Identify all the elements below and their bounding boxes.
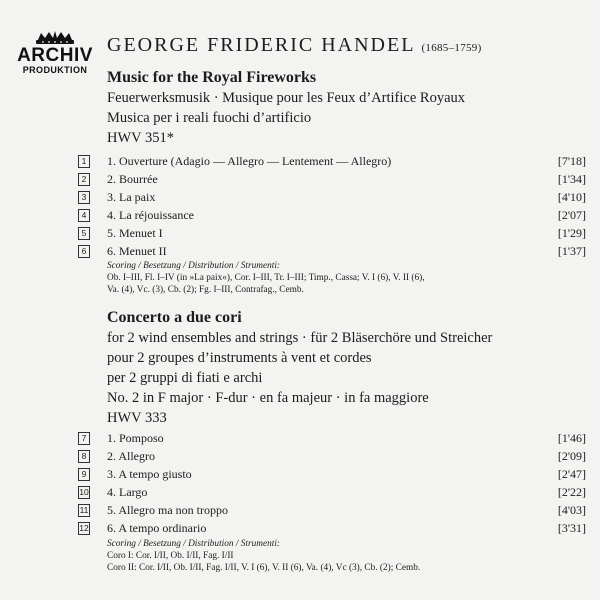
track-duration: [3'31] — [557, 521, 586, 535]
track-title: 3. A tempo giusto — [107, 467, 192, 481]
work1-title: Music for the Royal Fireworks — [107, 69, 317, 86]
composer-name: GEORGE FRIDERIC HANDEL — [107, 34, 416, 56]
track-title: 2. Bourrée — [107, 172, 158, 186]
track-title: 5. Menuet I — [107, 226, 163, 240]
track-row — [78, 501, 586, 519]
track-number-box: 1 — [78, 155, 90, 168]
work1-subtitle: Musica per i reali fuochi d’artificio — [107, 110, 312, 126]
track-duration: [2'22] — [557, 485, 586, 499]
work1-subtitle: Feuerwerksmusik · Musique pour les Feux d’Artifice Royaux — [107, 90, 466, 106]
track-duration: [1'46] — [557, 431, 586, 445]
track-row — [78, 447, 586, 465]
scoring-text: Coro I: Cor. I/II, Ob. I/II, Fag. I/II — [107, 551, 234, 561]
track-title: 2. Allegro — [107, 449, 155, 463]
work2-track-list — [78, 429, 586, 537]
track-duration: [1'37] — [557, 244, 586, 258]
track-number-box: 10 — [79, 487, 89, 497]
work2-scoring — [107, 538, 585, 574]
work1-header — [107, 68, 585, 148]
track-title: 5. Allegro ma non troppo — [107, 503, 228, 517]
track-row — [78, 483, 586, 501]
track-row — [78, 152, 586, 170]
track-title: 4. Largo — [107, 485, 148, 499]
track-duration: [2'07] — [557, 208, 586, 222]
work2-subtitle: pour 2 groupes d’instruments à vent et cordes — [107, 350, 372, 366]
work2-subtitle: No. 2 in F major · F-dur · en fa majeur · in fa maggiore — [107, 390, 429, 406]
track-row — [78, 465, 586, 483]
scoring-label: Scoring / Besetzung / Distribution / Strumenti: — [107, 261, 281, 271]
track-row — [78, 188, 586, 206]
track-row — [78, 429, 586, 447]
track-number-box: 2 — [78, 173, 90, 186]
work2-subtitle: for 2 wind ensembles and strings · für 2 Bläserchöre und Streicher — [107, 330, 493, 346]
track-number-box: 11 — [79, 505, 89, 515]
composer-heading — [107, 34, 482, 57]
track-number-box: 4 — [78, 209, 90, 222]
scoring-text: Va. (4), Vc. (3), Cb. (2); Fg. I–III, Contrafag., Cemb. — [107, 285, 304, 295]
track-title: 6. Menuet II — [107, 244, 167, 258]
scoring-text: Coro II: Cor. I/II, Ob. I/II, Fag. I/II, V. I (6), V. II (6), Va. (4), Vc (3), Cb. (2); Cemb. — [107, 563, 421, 573]
work2-header — [107, 308, 585, 428]
track-duration: [4'03] — [557, 503, 586, 517]
track-duration: [1'29] — [557, 226, 586, 240]
track-number-box: 12 — [79, 523, 89, 533]
track-title: 4. La réjouissance — [107, 208, 194, 222]
crown-icon — [32, 30, 78, 46]
track-number-box: 8 — [78, 450, 90, 463]
archiv-logo — [12, 30, 98, 75]
work2-catalogue-number: HWV 333 — [107, 410, 167, 426]
composer-dates: (1685–1759) — [421, 42, 482, 54]
scoring-label: Scoring / Besetzung / Distribution / Strumenti: — [107, 539, 281, 549]
track-row — [78, 206, 586, 224]
track-number-box: 5 — [78, 227, 90, 240]
work2-title: Concerto a due cori — [107, 309, 242, 326]
track-number-box: 6 — [78, 245, 90, 258]
track-title: 1. Ouverture (Adagio — Allegro — Lentement — Allegro) — [107, 154, 392, 168]
track-number-box: 7 — [78, 432, 90, 445]
track-row — [78, 170, 586, 188]
track-number-box: 3 — [78, 191, 90, 204]
work1-scoring — [107, 260, 585, 296]
logo-produktion-text: PRODUKTION — [22, 65, 88, 75]
track-title: 1. Pomposo — [107, 431, 164, 445]
scoring-text: Ob. I–III, Fl. I–IV (in »La paix«), Cor. I–III, Tr. I–III; Timp., Cassa; V. I (6), V. II (6), — [107, 273, 425, 283]
track-title: 3. La paix — [107, 190, 156, 204]
track-title: 6. A tempo ordinario — [107, 521, 207, 535]
track-number-box: 9 — [78, 468, 90, 481]
logo-archiv-text: ARCHIV — [17, 45, 93, 66]
track-duration: [2'47] — [557, 467, 586, 481]
track-duration: [4'10] — [557, 190, 586, 204]
work1-catalogue-number: HWV 351* — [107, 130, 174, 146]
track-duration: [2'09] — [557, 449, 586, 463]
track-row — [78, 519, 586, 537]
track-duration: [7'18] — [557, 154, 586, 168]
track-row — [78, 224, 586, 242]
work1-track-list — [78, 152, 586, 260]
track-duration: [1'34] — [557, 172, 586, 186]
track-row — [78, 242, 586, 260]
work2-subtitle: per 2 gruppi di fiati e archi — [107, 370, 263, 386]
